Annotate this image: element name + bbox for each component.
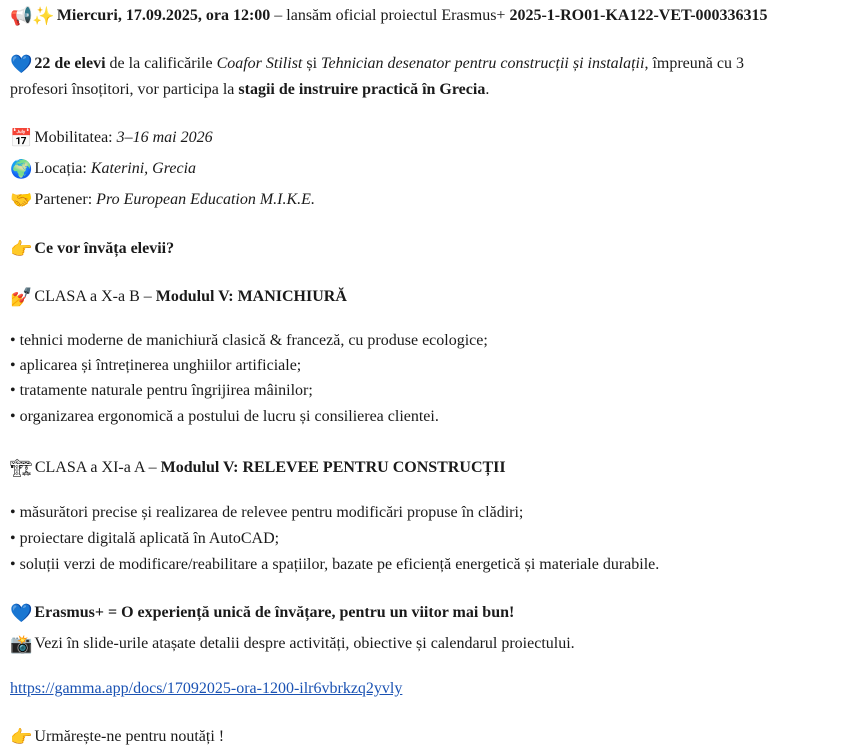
intro-highlight: stagii de instruire practică în Grecia	[238, 81, 486, 98]
class1-heading	[10, 285, 347, 309]
pointing-hand-icon: 👉	[10, 239, 33, 260]
intro-text-5: .	[485, 81, 490, 98]
intro-text-1: de la calificările	[105, 55, 217, 72]
follow-line	[10, 725, 224, 749]
class1-module: Modulul V: MANICHIURĂ	[155, 288, 347, 305]
detail-location	[10, 157, 196, 181]
detail-label: Mobilitatea:	[34, 129, 117, 146]
list-item: • tratamente naturale pentru îngrijirea mâinilor;	[10, 382, 313, 399]
detail-value: Katerini, Grecia	[90, 160, 197, 177]
list-item: • aplicarea și întreținerea unghiilor artificiale;	[10, 357, 302, 374]
slides-line	[10, 632, 575, 656]
intro-text-2: și	[302, 55, 322, 72]
intro-text-3: , împreună cu 3	[644, 55, 744, 72]
nail-polish-icon: 💅	[10, 287, 33, 308]
header-text: – lansăm oficial proiectul Erasmus+	[270, 7, 510, 24]
slides-text: Vezi în slide-urile atașate detalii despre activități, obiective și calendarul proiectului.	[34, 635, 575, 652]
intro-line-2	[10, 78, 489, 102]
megaphone-sparkles-icon: 📢✨	[10, 6, 55, 27]
gamma-link[interactable]: https://gamma.app/docs/17092025-ora-1200-ilr6vbrkzq2yvly	[10, 680, 403, 697]
qualification-2: Tehnician desenator pentru construcții și instalații	[321, 55, 645, 72]
detail-partner	[10, 188, 315, 212]
closing-line	[10, 601, 514, 625]
detail-value: Pro European Education M.I.K.E.	[96, 191, 315, 208]
link-line	[10, 677, 402, 701]
list-item: • măsurători precise și realizarea de relevee pentru modificări propuse în clădiri;	[10, 504, 524, 521]
learn-heading	[10, 237, 174, 261]
list-item: • soluții verzi de modificare/reabilitare a spațiilor, bazate pe eficiență energetică și materiale durabile.	[10, 556, 660, 573]
class2-heading	[10, 456, 506, 480]
class1-name: CLASA a X-a B –	[34, 288, 156, 305]
camera-flash-icon: 📸	[10, 634, 33, 655]
list-item: • organizarea ergonomică a postului de lucru și consilierea clientei.	[10, 408, 439, 425]
blue-heart-icon: 💙	[10, 603, 33, 624]
class2-module: Modulul V: RELEVEE PENTRU CONSTRUCȚII	[160, 459, 506, 476]
intro-line-1	[10, 52, 744, 76]
construction-crane-icon: 🏗	[10, 458, 33, 479]
pointing-hand-icon: 👉	[10, 727, 33, 748]
globe-icon: 🌍	[10, 159, 33, 180]
detail-mobility	[10, 126, 213, 150]
header-date: Miercuri, 17.09.2025, ora 12:00	[56, 7, 271, 24]
header-line	[10, 4, 768, 28]
intro-text-4: profesori însoțitori, vor participa la	[10, 81, 239, 98]
detail-label: Locația:	[34, 160, 91, 177]
handshake-icon: 🤝	[10, 190, 33, 211]
closing-text: Erasmus+ = O experiență unică de învățare, pentru un viitor mai bun!	[34, 604, 515, 621]
list-item: • proiectare digitală aplicată în AutoCAD;	[10, 530, 280, 547]
follow-text: Urmărește-ne pentru noutăți !	[34, 728, 225, 745]
class2-name: CLASA a XI-a A –	[34, 459, 161, 476]
learn-title: Ce vor învăța elevii?	[34, 240, 175, 257]
project-code: 2025-1-RO01-KA122-VET-000336315	[509, 7, 768, 24]
student-count: 22 de elevi	[34, 55, 106, 72]
blue-heart-icon: 💙	[10, 54, 33, 75]
detail-value: 3–16 mai 2026	[116, 129, 213, 146]
list-item: • tehnici moderne de manichiură clasică & franceză, cu produse ecologice;	[10, 332, 488, 349]
calendar-icon: 📅	[10, 128, 33, 149]
qualification-1: Coafor Stilist	[216, 55, 303, 72]
detail-label: Partener:	[34, 191, 97, 208]
